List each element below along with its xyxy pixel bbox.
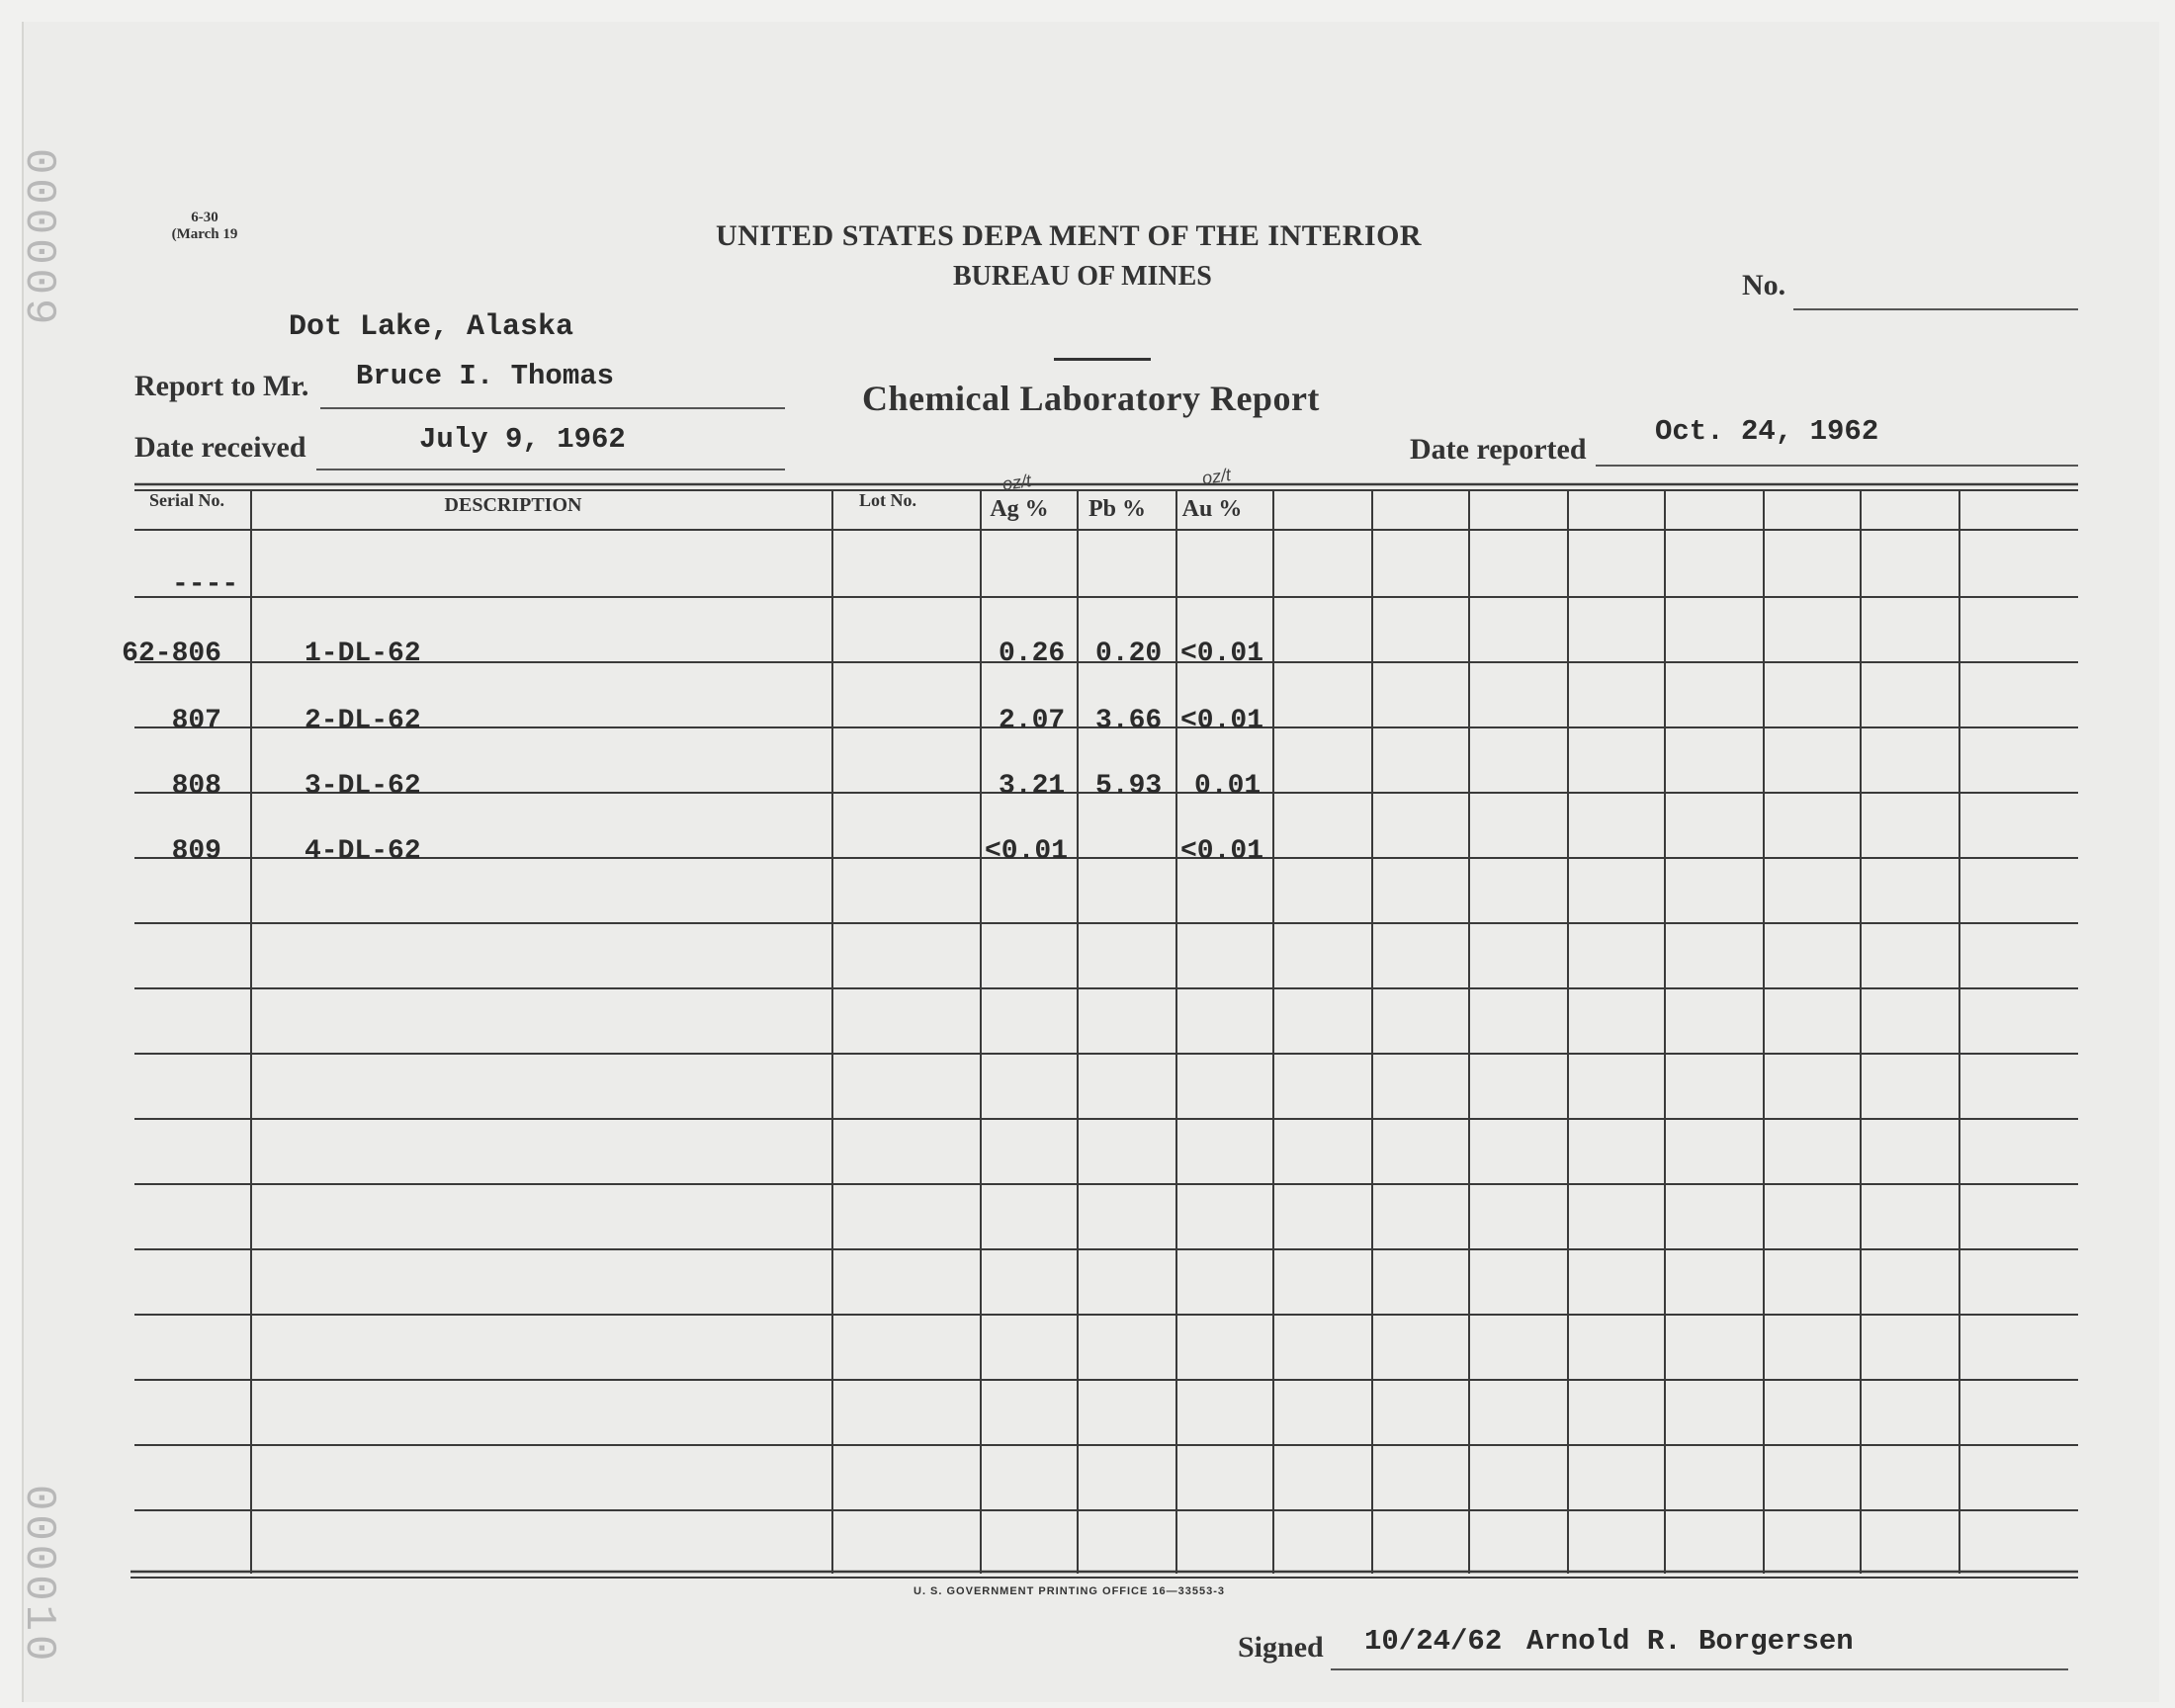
header-au: Au % xyxy=(1181,496,1243,522)
row-1-description: 1-DL-62 xyxy=(304,639,421,669)
row-4-au: <0.01 xyxy=(1180,836,1264,867)
bureau-title: BUREAU OF MINES xyxy=(953,261,1212,292)
archive-stamp-top: 000009 xyxy=(14,148,63,329)
row-3-pb: 5.93 xyxy=(1095,771,1163,802)
row-3-au: 0.01 xyxy=(1194,771,1262,802)
header-description: DESCRIPTION xyxy=(444,494,582,516)
row-2-ag: 2.07 xyxy=(999,706,1066,736)
signed-line xyxy=(1331,1668,2068,1670)
row-2-serial: 807 xyxy=(171,706,221,736)
header-ag: Ag % xyxy=(990,496,1049,522)
date-received-value: July 9, 1962 xyxy=(419,423,626,456)
report-to-value: Bruce I. Thomas xyxy=(356,360,615,392)
agency-title: UNITED STATES DEPA MENT OF THE INTERIOR xyxy=(716,219,1423,252)
archive-stamp-bottom: 000010 xyxy=(14,1485,63,1665)
signed-name: Arnold R. Borgersen xyxy=(1526,1625,1854,1658)
row-4-description: 4-DL-62 xyxy=(304,836,421,867)
report-form xyxy=(14,22,2159,1702)
row-4-serial: 809 xyxy=(171,836,221,867)
no-label: No. xyxy=(1742,269,1786,301)
signed-label: Signed xyxy=(1238,1631,1324,1664)
row-1-ag: 0.26 xyxy=(999,639,1066,669)
signed-date: 10/24/62 xyxy=(1364,1625,1503,1658)
row-3-ag: 3.21 xyxy=(999,771,1066,802)
header-serial: Serial No. xyxy=(149,490,224,510)
header-pb: Pb % xyxy=(1088,496,1146,522)
report-to-label: Report to Mr. xyxy=(134,370,309,402)
au-unit-note: oz/t xyxy=(1200,465,1233,488)
report-title: Chemical Laboratory Report xyxy=(862,379,1320,418)
row-3-description: 3-DL-62 xyxy=(304,771,421,802)
row-2-au: <0.01 xyxy=(1180,706,1264,736)
form-number: 6-30 xyxy=(191,210,218,225)
row-1-pb: 0.20 xyxy=(1095,639,1163,669)
location: Dot Lake, Alaska xyxy=(289,310,574,344)
row-4-ag: <0.01 xyxy=(985,836,1069,867)
printing-office: U. S. GOVERNMENT PRINTING OFFICE 16—33553-3 xyxy=(914,1585,1226,1597)
form-date: (March 19 xyxy=(171,226,238,242)
row-1-au: <0.01 xyxy=(1180,639,1264,669)
ag-unit-note: oz/t xyxy=(1000,470,1033,494)
row-1-serial: 62-806 xyxy=(122,639,221,669)
date-reported-value: Oct. 24, 1962 xyxy=(1655,415,1879,448)
row-2-description: 2-DL-62 xyxy=(304,706,421,736)
row-3-serial: 808 xyxy=(171,771,221,802)
row-2-pb: 3.66 xyxy=(1095,706,1163,736)
blank-serial: ---- xyxy=(172,569,239,600)
header-lot: Lot No. xyxy=(859,490,916,510)
date-reported-label: Date reported xyxy=(1410,433,1587,466)
date-received-label: Date received xyxy=(134,431,306,464)
